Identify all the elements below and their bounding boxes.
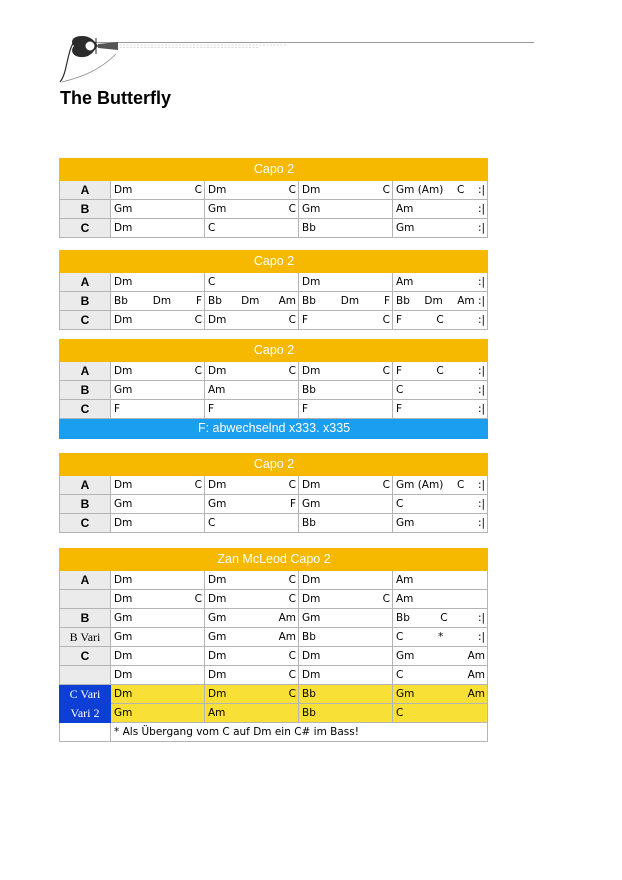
chord-token: Dm [302,592,321,605]
chord-cell [299,200,393,219]
section-label: A [60,181,111,200]
chord-token: C [288,364,296,377]
chord-token: C [288,592,296,605]
table-row [60,571,488,590]
chord-token: :| [477,497,486,510]
chord-token: Dm [302,183,321,196]
chord-token: Am [396,573,414,586]
chord-cell [299,362,393,381]
chord-token: Am [467,687,486,700]
chord-token: Dm [114,478,133,491]
chord-token: :| [477,383,486,396]
chord-token: C [194,364,202,377]
chord-cell [205,704,299,723]
section-label [60,666,111,685]
chord-token: F [289,497,296,510]
chord-token: F [383,294,390,307]
chord-cell [111,273,205,292]
chord-cell [111,181,205,200]
guitar-logo-icon [58,32,534,86]
blank-cell [60,723,111,742]
chord-token: :| [477,221,486,234]
chord-cell [205,381,299,400]
chord-token: Gm [114,497,133,510]
table-header: Capo 2 [60,340,488,362]
chord-token: :| [477,313,486,326]
chord-token: Gm [114,630,133,643]
chord-token: F [208,402,215,415]
chord-cell [205,590,299,609]
section-label: A [60,571,111,590]
chord-cell [205,311,299,330]
table-row [60,704,488,723]
chord-token: Dm [424,294,443,307]
chord-token: C [194,183,202,196]
section-label: B [60,381,111,400]
chord-token: F [302,402,309,415]
chord-token: Dm [241,294,260,307]
chord-token: Dm [208,687,227,700]
chord-cell [205,273,299,292]
chord-cell [111,514,205,533]
chord-cell [111,311,205,330]
chord-cell [111,704,205,723]
table-row [60,200,488,219]
chord-table-2 [59,250,488,330]
section-label: C [60,311,111,330]
chord-cell [205,571,299,590]
table-row [60,476,488,495]
section-label: B [60,495,111,514]
chord-token: C [396,630,404,643]
chord-token: C [382,478,390,491]
chord-token: Dm [114,275,133,288]
chord-cell [205,476,299,495]
chord-token: C [382,592,390,605]
chord-cell [205,647,299,666]
chord-token: Bb [302,706,316,719]
chord-token: Bb [396,611,410,624]
chord-token: Dm [302,668,321,681]
chord-token: Dm [208,668,227,681]
chord-cell [205,362,299,381]
chord-cell [299,219,393,238]
chord-token: Gm [302,202,321,215]
chord-token: Gm [302,497,321,510]
chord-token: Gm [114,706,133,719]
chord-token: Dm [208,478,227,491]
chord-token: C [288,668,296,681]
chord-token: Dm [340,294,360,307]
chord-token: Dm [114,687,133,700]
table-header: Capo 2 [60,251,488,273]
chord-cell [299,685,393,704]
chord-token: C [194,592,202,605]
chord-token: C [208,516,216,529]
chord-cell [393,647,488,666]
chord-token: :| [477,478,486,491]
table-row [60,609,488,628]
chord-cell [299,666,393,685]
chord-token: C [436,313,444,326]
chord-token: Dm [208,649,227,662]
table-header: Capo 2 [60,454,488,476]
chord-cell [393,685,488,704]
section-label: A [60,273,111,292]
chord-token: Gm (Am) [396,183,444,196]
chord-cell [205,514,299,533]
chord-token: Dm [114,668,133,681]
chord-token: Dm [208,592,227,605]
chord-token: C [288,313,296,326]
chord-token: F [396,402,403,415]
chord-token: Gm [396,687,415,700]
chord-cell [111,200,205,219]
chord-cell [111,666,205,685]
chord-token: Gm (Am) [396,478,444,491]
chord-token: Am [467,668,486,681]
chord-token: C [456,183,465,196]
chord-token: C [382,364,390,377]
chord-token: C [288,687,296,700]
chord-token: C [396,706,404,719]
chord-cell [393,476,488,495]
section-label: B [60,609,111,628]
chord-cell [393,704,488,723]
chord-cell [393,495,488,514]
chord-token: Dm [302,275,321,288]
table-note: * Als Übergang vom C auf Dm ein C# im Bass! [111,723,488,742]
chord-cell [393,381,488,400]
chord-token: C [396,668,404,681]
chord-cell [299,590,393,609]
table-note-row [60,723,488,742]
chord-cell [299,495,393,514]
table-header: Zan McLeod Capo 2 [60,549,488,571]
chord-token: F [114,402,121,415]
chord-cell [393,609,488,628]
chord-token: C [396,383,404,396]
chord-token: Gm [396,516,415,529]
chord-token: Dm [114,649,133,662]
chord-cell [205,181,299,200]
chord-cell [393,571,488,590]
chord-token: Am :| [457,294,486,307]
chord-token: C [382,313,390,326]
chord-cell [299,476,393,495]
section-label: B [60,200,111,219]
chord-cell [111,647,205,666]
chord-cell [393,292,488,311]
table-header-row [60,159,488,181]
chord-cell [393,200,488,219]
table-row [60,362,488,381]
chord-cell [393,628,488,647]
chord-cell [111,609,205,628]
table-row [60,219,488,238]
chord-token: :| [477,611,486,624]
chord-token: C [194,478,202,491]
chord-token: Dm [208,364,227,377]
table-row [60,647,488,666]
chord-token: Am [208,383,226,396]
chord-token: Bb [302,630,316,643]
table-row [60,292,488,311]
chord-token: Am [396,202,414,215]
chord-token: Gm [114,202,133,215]
chord-cell [111,400,205,419]
chord-cell [299,704,393,723]
chord-token: Dm [114,592,133,605]
section-label: Vari 2 [60,704,111,723]
chord-token: C [436,364,444,377]
chord-cell [299,647,393,666]
chord-token: Gm [396,221,415,234]
chord-cell [299,181,393,200]
chord-token: Dm [302,478,321,491]
chord-cell [393,400,488,419]
table-row [60,400,488,419]
chord-token: Bb [114,294,128,307]
chord-cell [111,685,205,704]
chord-cell [393,666,488,685]
table-header-row [60,340,488,362]
chord-token: F [302,313,309,326]
chord-token: :| [477,630,486,643]
table-row [60,495,488,514]
chord-token: Am [278,630,296,643]
table-row [60,590,488,609]
section-label: A [60,476,111,495]
chord-token: :| [477,202,486,215]
chord-token: Dm [114,573,133,586]
chord-cell [299,514,393,533]
chord-cell [111,495,205,514]
chord-token: Gm [208,630,227,643]
chord-token: Am [208,706,226,719]
chord-cell [111,590,205,609]
table-row [60,685,488,704]
chord-token: :| [477,364,486,377]
table-header-row [60,251,488,273]
chord-token: Am [396,275,414,288]
chord-token: F [396,364,403,377]
chord-token: Dm [114,516,133,529]
chord-cell [299,311,393,330]
chord-cell [205,685,299,704]
chord-cell [299,273,393,292]
table-row [60,381,488,400]
section-label: A [60,362,111,381]
chord-cell [393,590,488,609]
section-label: B [60,292,111,311]
chord-table-5 [59,548,488,742]
chord-token: Am [396,592,414,605]
chord-cell [299,381,393,400]
chord-token: Gm [208,611,227,624]
chord-token: C [208,221,216,234]
chord-token: C [440,611,448,624]
chord-token: C [456,478,465,491]
chord-token: Bb [302,294,316,307]
chord-token: :| [477,402,486,415]
chord-cell [205,628,299,647]
chord-token: Gm [302,611,321,624]
chord-cell [111,476,205,495]
table-header-row [60,549,488,571]
chord-token: Gm [114,611,133,624]
chord-token: C [288,573,296,586]
chord-cell [393,273,488,292]
chord-token: F [195,294,202,307]
chord-cell [393,362,488,381]
chord-token: Am [278,294,296,307]
chord-token: Gm [114,383,133,396]
chord-cell [111,381,205,400]
chord-token: Bb [208,294,222,307]
chord-token: Dm [208,573,227,586]
chord-cell [393,181,488,200]
section-label [60,590,111,609]
chord-cell [111,292,205,311]
chord-cell [299,400,393,419]
chord-token: C [194,313,202,326]
table-row [60,273,488,292]
table-row [60,181,488,200]
table-footer: F: abwechselnd x333. x335 [60,419,488,439]
chord-token: C [382,183,390,196]
chord-token: Dm [114,183,133,196]
table-row [60,628,488,647]
chord-table-4 [59,453,488,533]
chord-token: :| [477,183,486,196]
chord-token: C [288,183,296,196]
chord-cell [299,292,393,311]
section-label: C [60,400,111,419]
chord-token: * [438,630,444,643]
chord-token: Am [278,611,296,624]
chord-cell [205,495,299,514]
chord-token: Dm [208,313,227,326]
chord-token: C [396,497,404,510]
chord-token: Dm [208,183,227,196]
chord-token: Dm [302,364,321,377]
chord-table-1 [59,158,488,238]
chord-table-3 [59,339,488,439]
chord-token: C [208,275,216,288]
section-label: C [60,647,111,666]
chord-cell [299,571,393,590]
table-footer-row [60,419,488,439]
chord-token: Gm [208,497,227,510]
chord-token: Dm [114,364,133,377]
chord-token: Dm [152,294,172,307]
chord-token: Bb [302,516,316,529]
chord-token: Dm [302,649,321,662]
table-header: Capo 2 [60,159,488,181]
chord-token: C [288,478,296,491]
page-title: The Butterfly [60,88,172,108]
chord-token: :| [477,275,486,288]
chord-token: :| [477,516,486,529]
chord-token: Bb [302,383,316,396]
chord-token: F [396,313,403,326]
chord-cell [393,514,488,533]
chord-token: Bb [302,221,316,234]
section-label: C [60,514,111,533]
chord-cell [299,609,393,628]
table-header-row [60,454,488,476]
chord-cell [299,628,393,647]
section-label: C Vari [60,685,111,704]
chord-token: C [288,649,296,662]
chord-cell [393,219,488,238]
chord-cell [205,292,299,311]
chord-cell [205,609,299,628]
chord-token: Gm [396,649,415,662]
chord-cell [205,400,299,419]
chord-cell [111,219,205,238]
chord-cell [111,362,205,381]
chord-cell [205,666,299,685]
chord-token: Am [467,649,486,662]
chord-cell [111,571,205,590]
chord-token: Dm [114,313,133,326]
chord-cell [111,628,205,647]
section-label: C [60,219,111,238]
chord-token: Bb [396,294,410,307]
chord-token: Gm [208,202,227,215]
chord-token: C [288,202,296,215]
chord-cell [205,200,299,219]
chord-token: Dm [114,221,133,234]
chord-token: Dm [302,573,321,586]
chord-cell [393,311,488,330]
chord-token: Bb [302,687,316,700]
section-label: B Vari [60,628,111,647]
chord-cell [205,219,299,238]
table-row [60,311,488,330]
table-row [60,666,488,685]
table-row [60,514,488,533]
